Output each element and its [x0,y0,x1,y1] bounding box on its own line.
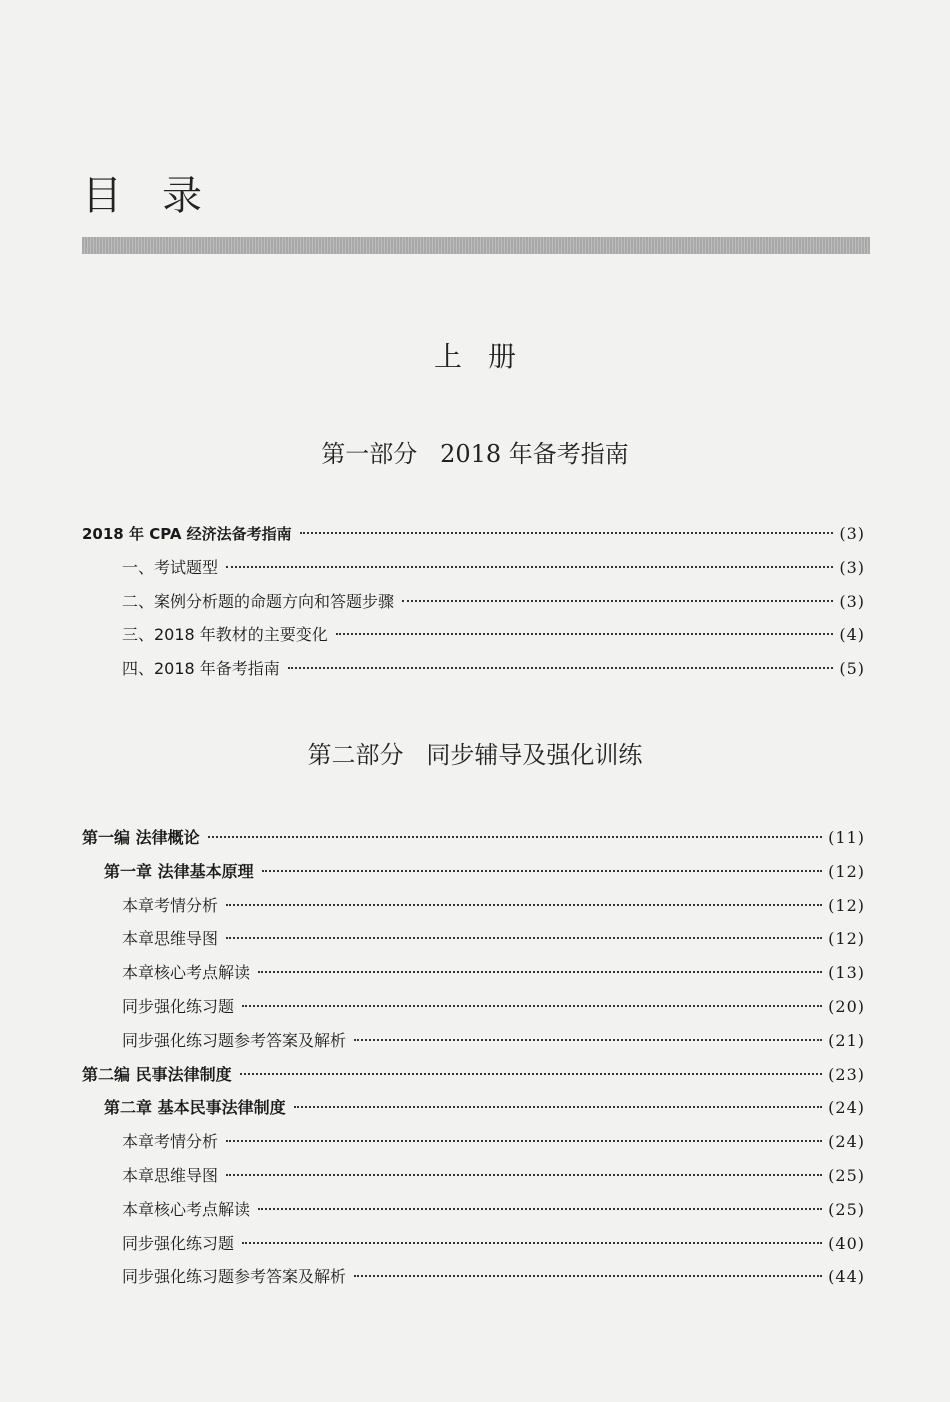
toc-leader-dots [208,836,823,838]
toc-entry-page-number: (3) [839,557,865,577]
toc-entry-page-number: (5) [839,659,865,679]
toc-entry-title: 第二章 基本民事法律制度 [104,1098,286,1118]
volume-title: 上册 [433,340,542,373]
toc-leader-dots [262,870,823,872]
toc-entry[interactable] [82,1198,865,1232]
toc-entry-title: 第一编 法律概论 [82,828,200,847]
toc-leader-dots [288,667,834,669]
toc-entry-title: 四、2018 年备考指南 [122,659,280,679]
toc-leader-dots [294,1106,823,1108]
toc-entry-title: 本章思维导图 [122,929,219,949]
toc-entry[interactable] [82,927,865,961]
toc-entry[interactable] [82,1265,865,1299]
toc-entry[interactable] [82,1063,865,1097]
toc-section-part-2 [82,826,865,1299]
title-divider [82,237,870,254]
toc-leader-dots [226,566,833,568]
toc-entry-page-number: (3) [839,524,865,543]
toc-leader-dots [258,1208,822,1210]
toc-entry-title: 本章考情分析 [122,1132,219,1152]
toc-entry-title: 同步强化练习题参考答案及解析 [122,1267,347,1287]
toc-entry[interactable] [82,995,865,1029]
toc-entry[interactable] [82,1164,865,1198]
toc-entry-page-number: (11) [828,828,865,847]
toc-leader-dots [226,1174,822,1176]
toc-entry[interactable] [82,590,865,624]
toc-leader-dots [258,971,822,973]
toc-entry-page-number: (12) [828,861,865,881]
toc-entry-title: 一、考试题型 [122,557,219,577]
toc-entry-title: 第一章 法律基本原理 [104,861,254,881]
toc-entry-page-number: (13) [828,963,865,983]
toc-entry[interactable] [82,1232,865,1266]
toc-entry-title: 同步强化练习题参考答案及解析 [122,1030,347,1050]
page-title: 目录 [82,173,242,219]
toc-entry[interactable] [82,522,865,556]
toc-entry[interactable] [82,826,865,860]
toc-entry[interactable] [82,1029,865,1063]
toc-entry[interactable] [82,657,865,691]
toc-leader-dots [226,937,822,939]
toc-entry-page-number: (3) [839,591,865,611]
toc-entry-page-number: (44) [828,1267,865,1287]
toc-entry[interactable] [82,623,865,657]
toc-leader-dots [402,600,833,602]
toc-entry-title: 二、案例分析题的命题方向和答题步骤 [122,591,395,611]
toc-entry[interactable] [82,860,865,894]
toc-entry-title: 本章考情分析 [122,895,219,915]
toc-entry[interactable] [82,1096,865,1130]
part-title: 第一部分 2018 年备考指南 [321,440,629,468]
toc-entry-page-number: (24) [828,1098,865,1118]
toc-leader-dots [336,633,834,635]
toc-entry-page-number: (40) [828,1233,865,1253]
toc-leader-dots [240,1073,823,1075]
toc-entry-page-number: (20) [828,996,865,1016]
toc-entry-page-number: (4) [839,625,865,645]
toc-entry-title: 第二编 民事法律制度 [82,1064,232,1084]
toc-leader-dots [354,1039,822,1041]
toc-leader-dots [226,904,822,906]
toc-entry-title: 同步强化练习题 [122,1233,235,1253]
toc-entry[interactable] [82,556,865,590]
toc-entry-title: 本章思维导图 [122,1165,219,1185]
toc-entry[interactable] [82,961,865,995]
toc-leader-dots [354,1275,822,1277]
toc-entry-page-number: (23) [828,1064,865,1084]
toc-leader-dots [242,1242,822,1244]
toc-entry-page-number: (12) [828,895,865,915]
toc-entry[interactable] [82,894,865,928]
part-title: 第二部分 同步辅导及强化训练 [307,741,643,769]
toc-entry-title: 2018 年 CPA 经济法备考指南 [82,525,292,543]
toc-entry-page-number: (25) [828,1165,865,1185]
toc-entry[interactable] [82,1130,865,1164]
toc-entry-page-number: (21) [828,1030,865,1050]
toc-entry-title: 本章核心考点解读 [122,963,251,983]
toc-entry-title: 三、2018 年教材的主要变化 [122,625,328,645]
toc-entry-title: 本章核心考点解读 [122,1199,251,1219]
toc-entry-page-number: (25) [828,1199,865,1219]
toc-leader-dots [242,1005,822,1007]
toc-section-part-1 [82,522,865,691]
toc-entry-page-number: (24) [828,1132,865,1152]
toc-leader-dots [226,1140,822,1142]
toc-entry-page-number: (12) [828,929,865,949]
toc-leader-dots [300,532,834,534]
toc-entry-title: 同步强化练习题 [122,996,235,1016]
